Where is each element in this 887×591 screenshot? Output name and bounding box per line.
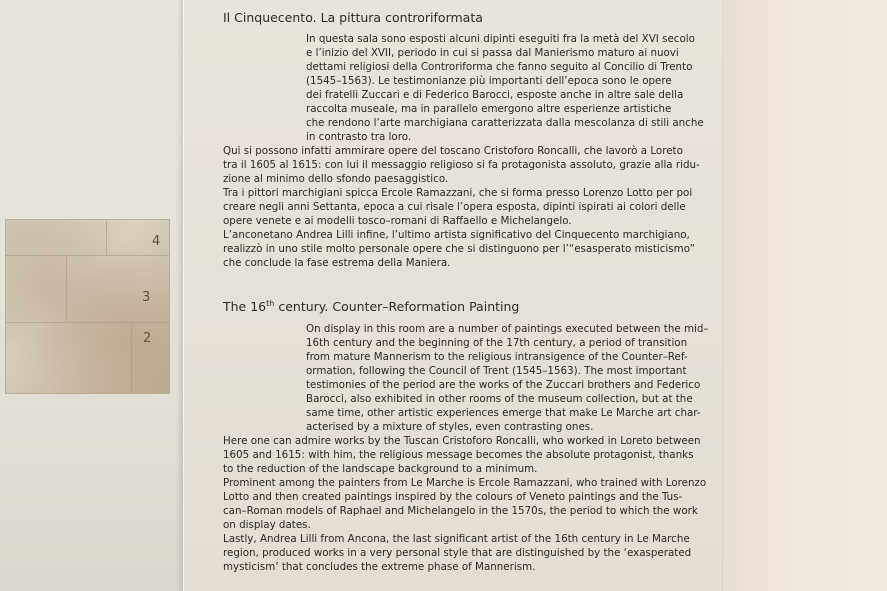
italian-body-line: tra il 1605 al 1615: con lui il messaggio religioso si fa protagonista assoluto, grazie alla ridu- xyxy=(223,159,700,171)
english-body-line: mysticism’ that concludes the extreme phase of Mannerism. xyxy=(223,561,536,573)
italian-intro-line: raccolta museale, ma in parallelo emergono altre esperienze artistiche xyxy=(306,103,672,115)
italian-body-line: Qui si possono infatti ammirare opere del toscano Cristoforo Roncalli, che lavorò a Loreto xyxy=(223,145,683,157)
english-body-line: 1605 and 1615: with him, the religious message becomes the absolute protagonist, thanks xyxy=(223,449,694,461)
english-body-line: region, produced works in a very personal style that are distinguished by the ‘exasperated xyxy=(223,547,692,559)
fresco-number-3: 3 xyxy=(142,290,151,305)
italian-intro-line: e l’inizio del XVII, periodo in cui si passa dal Manierismo maturo ai nuovi xyxy=(306,47,679,59)
fresco-fragment xyxy=(5,219,170,394)
italian-intro-line: dettami religiosi della Controriforma che fanno seguito al Concilio di Trento xyxy=(306,61,693,73)
italian-body-line: Tra i pittori marchigiani spicca Ercole Ramazzani, che si forma presso Lorenzo Lotto per poi xyxy=(223,187,693,199)
italian-intro-line: (1545–1563). Le testimonianze più importanti dell’epoca sono le opere xyxy=(306,75,672,87)
english-body-line: Prominent among the painters from Le Marche is Ercole Ramazzani, who trained with Lorenzo xyxy=(223,477,707,489)
english-body-line: can–Roman models of Raphael and Michelangelo in the 1570s, the period to which the work xyxy=(223,505,698,517)
english-intro-line: from mature Mannerism to the religious intransigence of the Counter–Ref- xyxy=(306,351,688,363)
italian-intro-line: In questa sala sono esposti alcuni dipinti eseguiti fra la metà del XVI secolo xyxy=(306,33,695,45)
english-body-line: Lotto and then created paintings inspired by the colours of Veneto paintings and the Tus- xyxy=(223,491,683,503)
italian-intro xyxy=(306,32,704,144)
english-body-line: Here one can admire works by the Tuscan Cristoforo Roncalli, who worked in Loreto between xyxy=(223,435,701,447)
english-title xyxy=(223,299,519,314)
italian-title: Il Cinquecento. La pittura controriformata xyxy=(223,10,483,25)
italian-body-line: creare negli anni Settanta, epoca a cui risale l’opera esposta, dipinti ispirati ai colori delle xyxy=(223,201,686,213)
english-body xyxy=(223,434,706,574)
italian-body-line: opere venete e ai modelli tosco–romani di Raffaello e Michelangelo. xyxy=(223,215,572,227)
english-intro-line: ormation, following the Council of Trent (1545–1563). The most important xyxy=(306,365,687,377)
english-body-line: to the reduction of the landscape background to a minimum. xyxy=(223,463,538,475)
english-intro-line: acterised by a mixture of styles, even contrasting ones. xyxy=(306,421,594,433)
fresco-number-2: 2 xyxy=(143,331,152,346)
english-intro xyxy=(306,322,709,434)
right-wall xyxy=(722,0,887,591)
italian-intro-line: in contrasto tra loro. xyxy=(306,131,412,143)
italian-body-line: zione al minimo dello sfondo paesaggistico. xyxy=(223,173,449,185)
english-body-line: Lastly, Andrea Lilli from Ancona, the last significant artist of the 16th century in Le Marche xyxy=(223,533,690,545)
italian-body-line: L’anconetano Andrea Lilli infine, l’ultimo artista significativo del Cinquecento marchigiano, xyxy=(223,229,690,241)
english-intro-line: 16th century and the beginning of the 17th century, a period of transition xyxy=(306,337,688,349)
english-intro-line: On display in this room are a number of paintings executed between the mid– xyxy=(306,323,709,335)
english-title-pre: The 16 xyxy=(223,299,267,315)
english-title-post: century. Counter–Reformation Painting xyxy=(274,299,520,315)
italian-intro-line: dei fratelli Zuccari e di Federico Barocci, esposte anche in altre sale della xyxy=(306,89,684,101)
english-intro-line: same time, other artistic experiences emerge that make Le Marche art char- xyxy=(306,407,701,419)
english-intro-line: testimonies of the period are the works of the Zuccari brothers and Federico xyxy=(306,379,701,391)
italian-body-line: realizzò in uno stile molto personale opere che si distinguono per l’“esasperato misticismo” xyxy=(223,243,695,255)
english-body-line: on display dates. xyxy=(223,519,311,531)
english-intro-line: Barocci, also exhibited in other rooms of the museum collection, but at the xyxy=(306,393,693,405)
italian-intro-line: che rendono l’arte marchigiana caratterizzata dalla mescolanza di stili anche xyxy=(306,117,704,129)
english-title-sup: th xyxy=(266,299,275,308)
italian-body xyxy=(223,144,700,270)
italian-body-line: che conclude la fase estrema della Maniera. xyxy=(223,257,451,269)
fresco-number-4: 4 xyxy=(152,234,161,249)
